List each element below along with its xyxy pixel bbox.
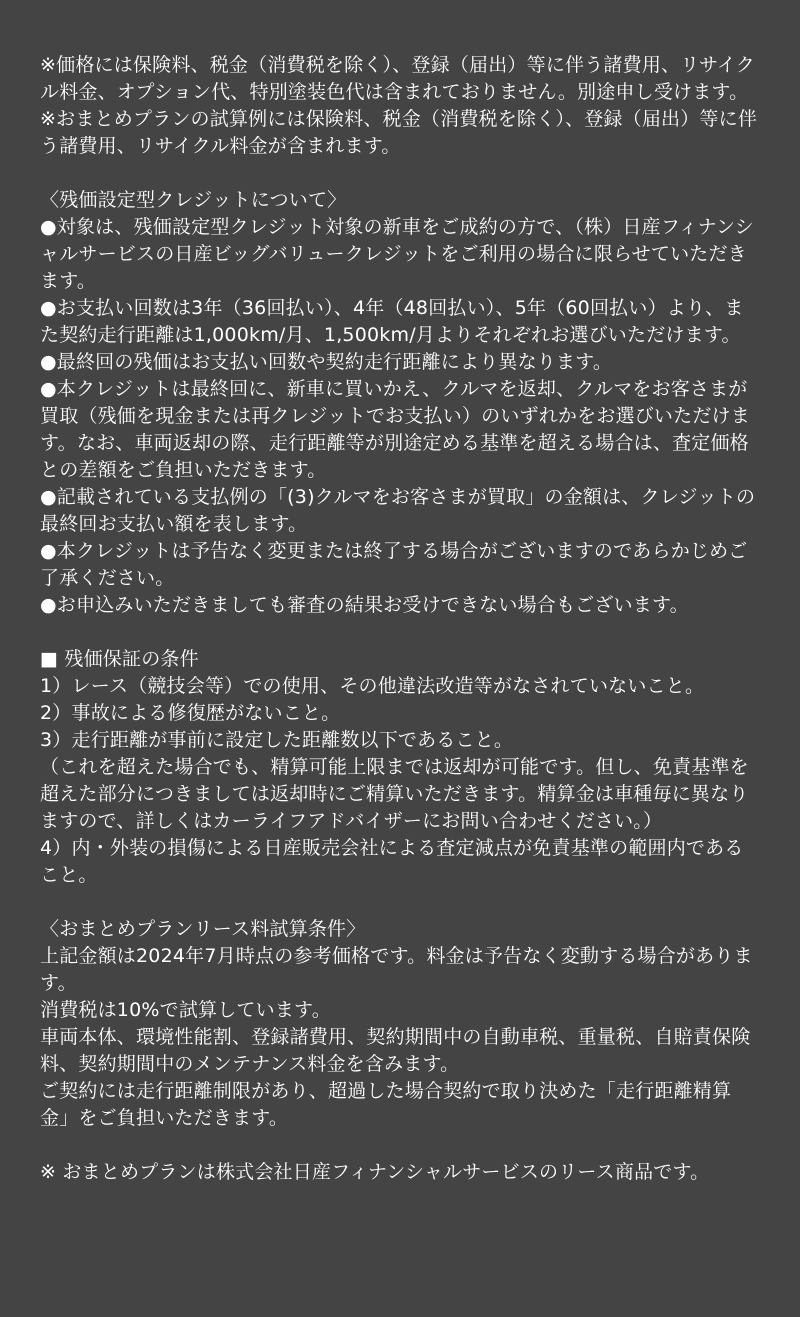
spacer	[40, 160, 760, 187]
section-heading: ■ 残価保証の条件	[40, 648, 199, 670]
list-item: 消費税は10%で試算しています。	[40, 999, 331, 1021]
list-item: ●対象は、残価設定型クレジット対象の新車をご成約の方で、（株）日産フィナンシャルサービスの日産ビッグバリュークレジットをご利用の場合に限らせていただきます。	[40, 216, 754, 292]
list-item: 車両本体、環境性能割、登録諸費用、契約期間中の自動車税、重量税、自賠責保険料、契約期間中のメンテナンス料金を含みます。	[40, 1026, 751, 1075]
spacer	[40, 619, 760, 646]
section-heading: 〈残価設定型クレジットについて〉	[40, 189, 347, 211]
spacer	[40, 889, 760, 916]
section-heading: 〈おまとめプランリース料試算条件〉	[40, 918, 366, 940]
list-item: ●お支払い回数は3年（36回払い）、4年（48回払い）、5年（60回払い）より、また契約走行距離は1,000km/月、1,500km/月よりそれぞれお選びいただけます。	[40, 297, 744, 346]
residual-credit-section	[40, 187, 760, 619]
list-item: ●本クレジットは最終回に、新車に買いかえ、クルマを返却、クルマをお客さまが買取（残価を現金または再クレジットでお支払い）のいずれかをお選びいただけます。なお、車両返却の際、走行距離等が別途定める基準を超える場合は、査定価格との差額をご負担いただきます。	[40, 378, 750, 481]
list-item-note: （これを超えた場合でも、精算可能上限までは返却が可能です。但し、免責基準を超えた部分につきましては返却時にご精算いただきます。精算金は車種毎に異なりますので、詳しくはカーライフアドバイザーにお問い合わせください。）	[40, 756, 749, 832]
list-item: 上記金額は2024年7月時点の参考価格です。料金は予告なく変動する場合があります。	[40, 945, 753, 994]
price-note: ※価格には保険料、税金（消費税を除く）、登録（届出）等に伴う諸費用、リサイクル料金、オプション代、特別塗装色代は含まれておりません。別途申し受けます。	[40, 54, 755, 103]
list-item: 3）走行距離が事前に設定した距離数以下であること。	[40, 729, 514, 751]
price-note: ※おまとめプランの試算例には保険料、税金（消費税を除く）、登録（届出）等に伴う諸費用、リサイクル料金が含まれます。	[40, 108, 758, 157]
list-item: ●お申込みいただきましても審査の結果お受けできない場合もございます。	[40, 594, 689, 616]
list-item: 1）レース（競技会等）での使用、その他違法改造等がなされていないこと。	[40, 675, 705, 697]
list-item: ●記載されている支払例の「(3)クルマをお客さまが買取」の金額は、クレジットの最終回お支払い額を表します。	[40, 486, 756, 535]
list-item: ●本クレジットは予告なく変更または終了する場合がございますのであらかじめご了承ください。	[40, 540, 748, 589]
list-item: ●最終回の残価はお支払い回数や契約走行距離により異なります。	[40, 351, 613, 373]
lease-conditions-section	[40, 916, 760, 1132]
list-item: 4）内・外装の損傷による日産販売会社による査定減点が免責基準の範囲内であること。	[40, 837, 744, 886]
list-item: 2）事故による修復歴がないこと。	[40, 702, 341, 724]
footer-note: ※ おまとめプランは株式会社日産フィナンシャルサービスのリース商品です。	[40, 1161, 710, 1183]
list-item: ご契約には走行距離制限があり、超過した場合契約で取り決めた「走行距離精算金」をご負担いただきます。	[40, 1080, 732, 1129]
residual-guarantee-section	[40, 646, 760, 889]
spacer	[40, 1132, 760, 1159]
